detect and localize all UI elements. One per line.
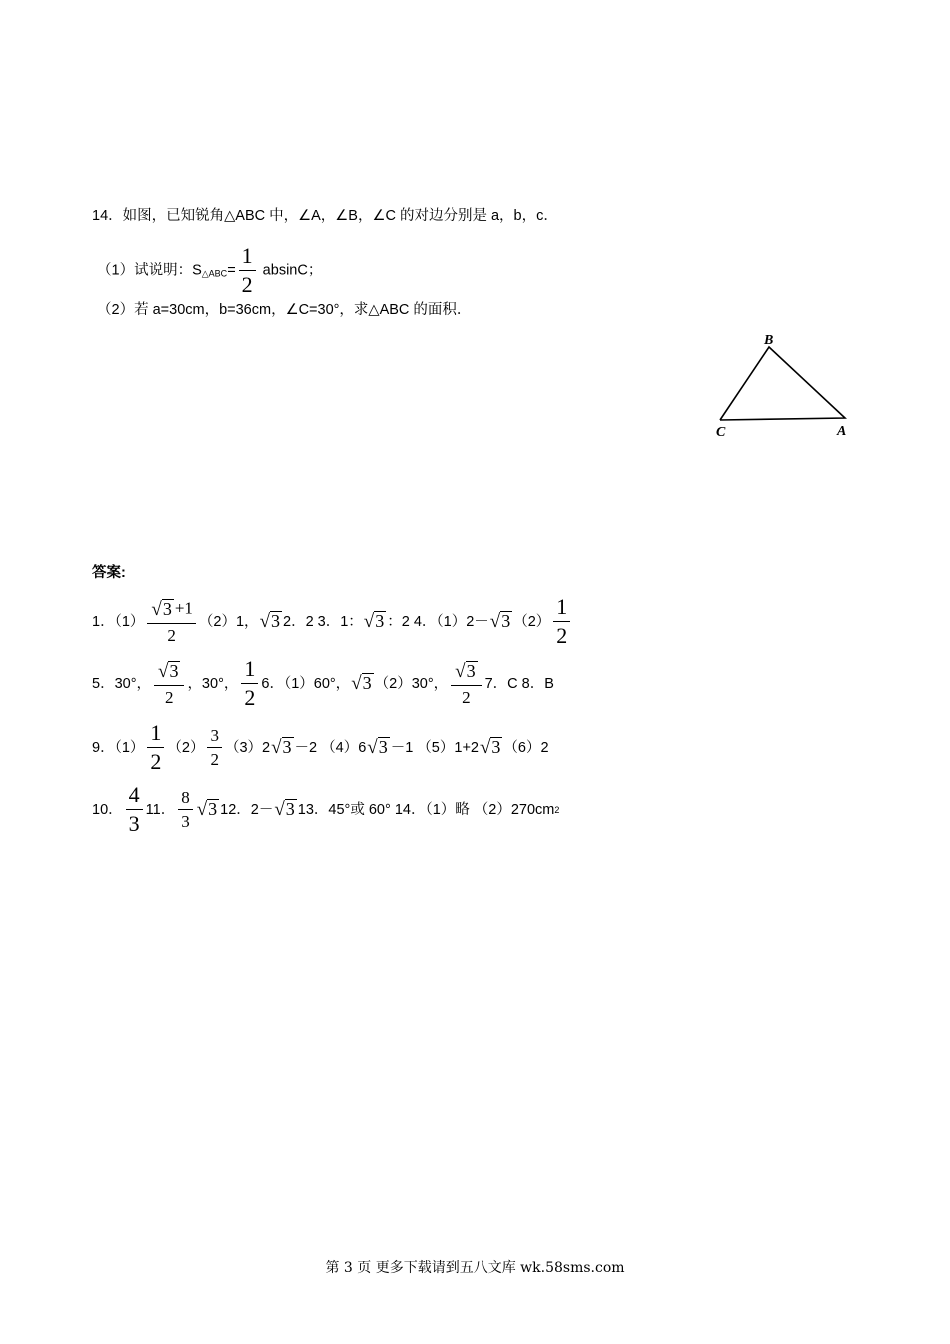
triangle-outline — [720, 347, 845, 420]
vertex-label-a: A — [837, 424, 847, 439]
fraction-sqrt3-plus-1-over-2: $\frac{√3 +1}{2}$ — [147, 599, 196, 644]
fraction-one-half: $\frac{1}{2}$ — [147, 722, 164, 773]
sqrt-3: √3 — [479, 736, 501, 758]
sqrt-3: √3 — [367, 736, 388, 758]
triangle-figure — [710, 330, 860, 440]
answer-row-2: 5．30°， $\frac{√3}{2}$ ，30°， $\frac{1}{2}$ 6．（1）60°， √3 （2）30°， $\frac{√3}{2}$ 7．C 8．B — [92, 656, 554, 710]
fraction-one-half: $\frac{1}{2}$ — [241, 658, 258, 709]
fraction-sqrt3-over-2: $\frac{√3}{2}$ — [154, 661, 184, 706]
answer-row-3: 9．（1） $\frac{1}{2}$ （2） $\frac{3}{2}$ （3）2 √3 －2 （4）6 √3 －1 （5）1+2 √3 （6）2 — [92, 720, 549, 774]
answer-row-1: 1．（1） $\frac{√3 +1}{2}$ （2）1， √3 2．2 3．1： √3 ：2 4．（1）2－ √3 （2） $\frac{1}{2}$ — [92, 596, 573, 647]
fraction-four-thirds: $\frac{4}{3}$ — [126, 784, 143, 835]
vertex-label-c: C — [716, 425, 726, 440]
problem-14-part-2: （2）若 a=30cm，b=36cm，∠C=30°，求△ABC 的面积． — [97, 302, 472, 318]
sqrt-3: √3 — [351, 672, 372, 694]
answers-title: 答案: — [92, 565, 126, 581]
fraction-eight-thirds: $\frac{8}{3}$ — [178, 789, 193, 830]
sqrt-3: √3 — [196, 798, 218, 820]
sqrt-3: √3 — [489, 610, 511, 632]
fraction-sqrt3-over-2: $\frac{√3}{2}$ — [451, 661, 481, 706]
sqrt-3: √3 — [259, 610, 280, 632]
fraction-three-halves: $\frac{3}{2}$ — [207, 727, 222, 768]
problem-14-statement: 14．如图，已知锐角△ABC 中，∠A，∠B，∠C 的对边分别是 a，b，c． — [92, 208, 558, 224]
vertex-label-b: B — [764, 333, 774, 348]
fraction-one-half: $\frac{1}{2}$ — [239, 245, 256, 296]
part-1-prefix: （1）试说明：S — [97, 262, 202, 279]
problem-14-part-1 — [97, 245, 322, 296]
triangle-subscript: △ABC — [201, 268, 228, 279]
fraction-one-half: $\frac{1}{2}$ — [553, 596, 570, 647]
part-1-equals: = — [227, 262, 236, 279]
sqrt-3: √3 — [274, 798, 295, 820]
sqrt-3: √3 — [271, 736, 292, 758]
sqrt-3: √3 — [363, 610, 385, 632]
part-1-suffix: absinC； — [258, 262, 323, 279]
answer-row-4: 10． $\frac{4}{3}$ 11． $\frac{8}{3}$ √3 12．2－ √3 13．45°或 60° 14．（1）略 （2）270cm 2 — [92, 782, 560, 836]
superscript-two: 2 — [554, 804, 560, 815]
page-footer: 第 3 页 更多下载请到五八文库 wk.58sms.com — [325, 1260, 625, 1276]
